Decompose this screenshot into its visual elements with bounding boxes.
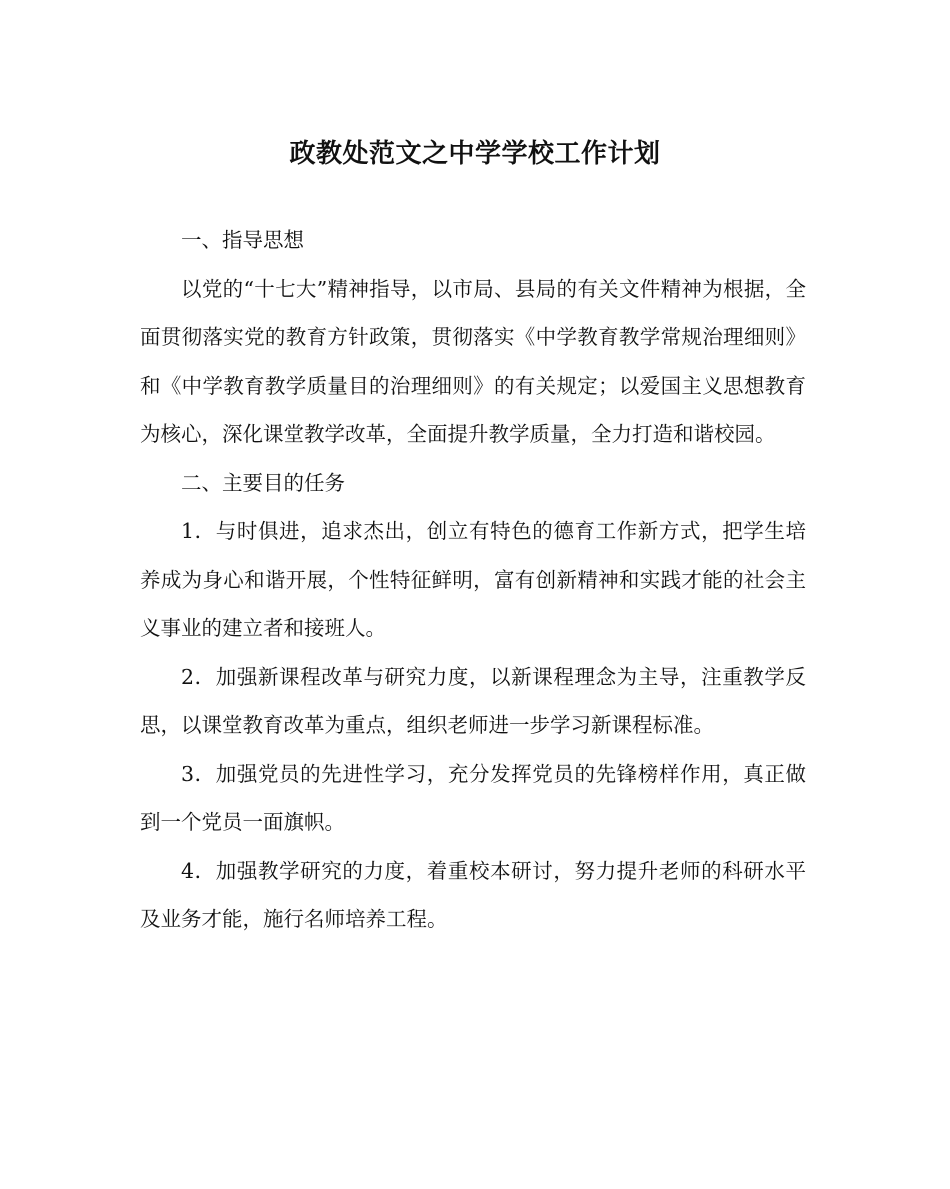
task-item-2: 2．加强新课程改革与研究力度，以新课程理念为主导，注重教学反思，以课堂教育改革为重点，组织老师进一步学习新课程标准。 [140,664,806,737]
document-body [140,216,806,944]
task-item-3: 3．加强党员的先进性学习，充分发挥党员的先锋榜样作用，真正做到一个党员一面旗帜。 [140,761,806,834]
section-heading-guiding-ideology: 一、指导思想 [181,228,304,252]
document-title: 政教处范文之中学学校工作计划 [289,139,661,169]
task-item-4: 4．加强教学研究的力度，着重校本研讨，努力提升老师的科研水平及业务才能，施行名师培养工程。 [140,858,806,931]
paragraph-guiding-ideology: 以党的“十七大”精神指导，以市局、县局的有关文件精神为根据，全面贯彻落实党的教育方针政策，贯彻落实《中学教育教学常规治理细则》和《中学教育教学质量目的治理细则》的有关规定；以爱国主义思想教育为核心，深化课堂教学改革，全面提升教学质量，全力打造和谐校园。 [140,276,806,446]
task-item-1: 1．与时俱进，追求杰出，创立有特色的德育工作新方式，把学生培养成为身心和谐开展，个性特征鲜明，富有创新精神和实践才能的社会主义事业的建立者和接班人。 [140,519,806,640]
section-heading-main-tasks: 二、主要目的任务 [181,470,345,495]
